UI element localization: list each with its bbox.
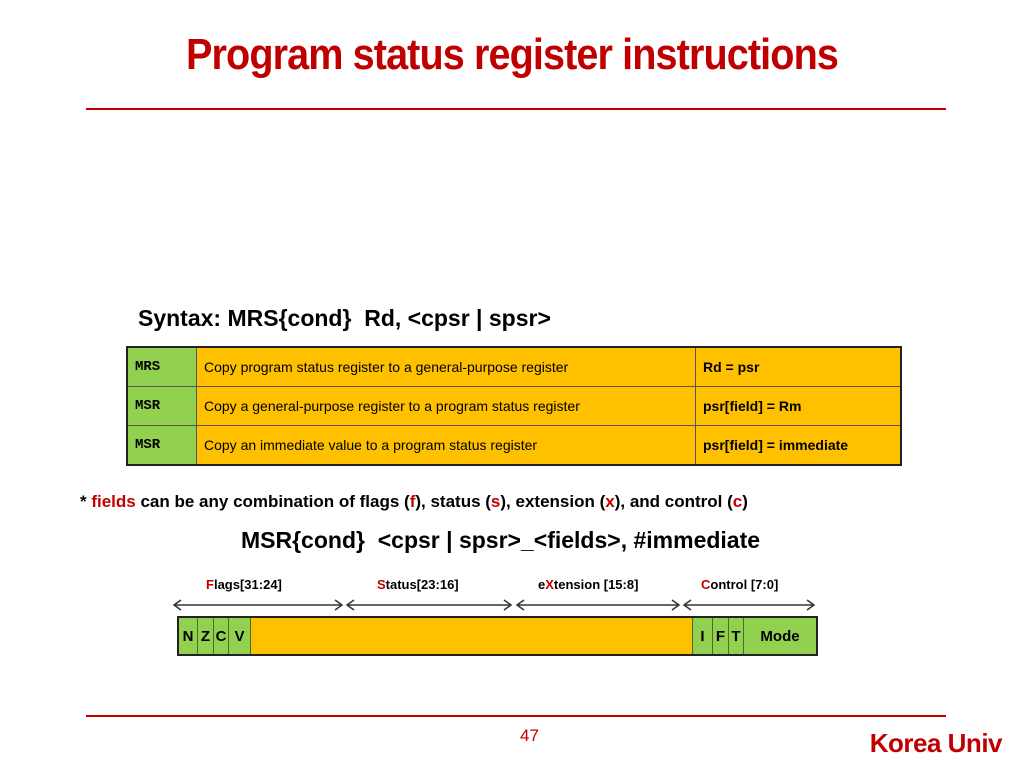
- syntax-text: MSR{cond} <cpsr | spsr>_<fields>, #immediate: [241, 527, 761, 553]
- description-cell: Copy program status register to a general-purpose register: [197, 347, 696, 387]
- field-label-status: [377, 577, 459, 592]
- mode-bits: Mode: [744, 618, 816, 654]
- syntax-label: Syntax:: [138, 305, 222, 331]
- effect-cell: psr[field] = Rm: [696, 387, 902, 426]
- title-divider: [86, 108, 946, 110]
- field-initial: F: [206, 577, 214, 592]
- syntax-line-3: [138, 522, 760, 559]
- description-cell: Copy a general-purpose register to a program status register: [197, 387, 696, 426]
- asterisk: *: [80, 492, 92, 511]
- field-prefix: e: [538, 577, 546, 592]
- field-initial: C: [701, 577, 711, 592]
- flag-f: f: [409, 492, 416, 511]
- table-row: [127, 387, 901, 426]
- field-rest: tension [15:8]: [553, 577, 639, 592]
- syntax-line-1: [138, 300, 760, 337]
- page-number: 47: [520, 726, 539, 745]
- double-arrow-icon: [345, 598, 513, 612]
- opcode-cell: MSR: [127, 426, 197, 466]
- note-text: ), status (: [415, 492, 491, 511]
- note-text: ), extension (: [500, 492, 606, 511]
- flag-x: x: [605, 492, 615, 511]
- field-label-flags: [206, 577, 282, 592]
- bit-c: C: [214, 618, 229, 654]
- double-arrow-icon: [682, 598, 816, 612]
- double-arrow-icon: [172, 598, 344, 612]
- flag-c: c: [732, 492, 743, 511]
- slide-title: Program status register instructions: [186, 30, 838, 79]
- bit-i: I: [693, 618, 713, 654]
- effect-cell: psr[field] = immediate: [696, 426, 902, 466]
- bit-f: F: [713, 618, 729, 654]
- note-text: can be any combination of flags (: [135, 492, 410, 511]
- field-rest: lags[31:24]: [213, 577, 282, 592]
- psr-register-diagram: [177, 616, 818, 656]
- double-arrow-icon: [515, 598, 681, 612]
- footer-divider: [86, 715, 946, 717]
- effect-cell: Rd = psr: [696, 347, 902, 387]
- reserved-bits: [251, 618, 693, 654]
- syntax-text: MRS{cond} Rd, <cpsr | spsr>: [227, 305, 551, 331]
- bit-t: T: [729, 618, 744, 654]
- field-initial: S: [377, 577, 386, 592]
- flag-s: s: [490, 492, 501, 511]
- table-row: [127, 347, 901, 387]
- note-text: ), and control (: [614, 492, 733, 511]
- field-label-extension: [538, 577, 638, 592]
- field-rest: tatus[23:16]: [385, 577, 459, 592]
- description-cell: Copy an immediate value to a program status register: [197, 426, 696, 466]
- field-rest: ontrol [7:0]: [710, 577, 779, 592]
- fields-note: [80, 492, 748, 512]
- field-initial: X: [545, 577, 554, 592]
- instruction-table: [126, 346, 902, 466]
- bit-v: V: [229, 618, 251, 654]
- table-row: [127, 426, 901, 466]
- note-text: ): [742, 492, 748, 511]
- bit-n: N: [179, 618, 198, 654]
- bit-z: Z: [198, 618, 214, 654]
- field-label-control: [701, 577, 778, 592]
- opcode-cell: MRS: [127, 347, 197, 387]
- fields-keyword: fields: [91, 492, 136, 511]
- footer-brand: Korea Univ: [869, 728, 1002, 758]
- opcode-cell: MSR: [127, 387, 197, 426]
